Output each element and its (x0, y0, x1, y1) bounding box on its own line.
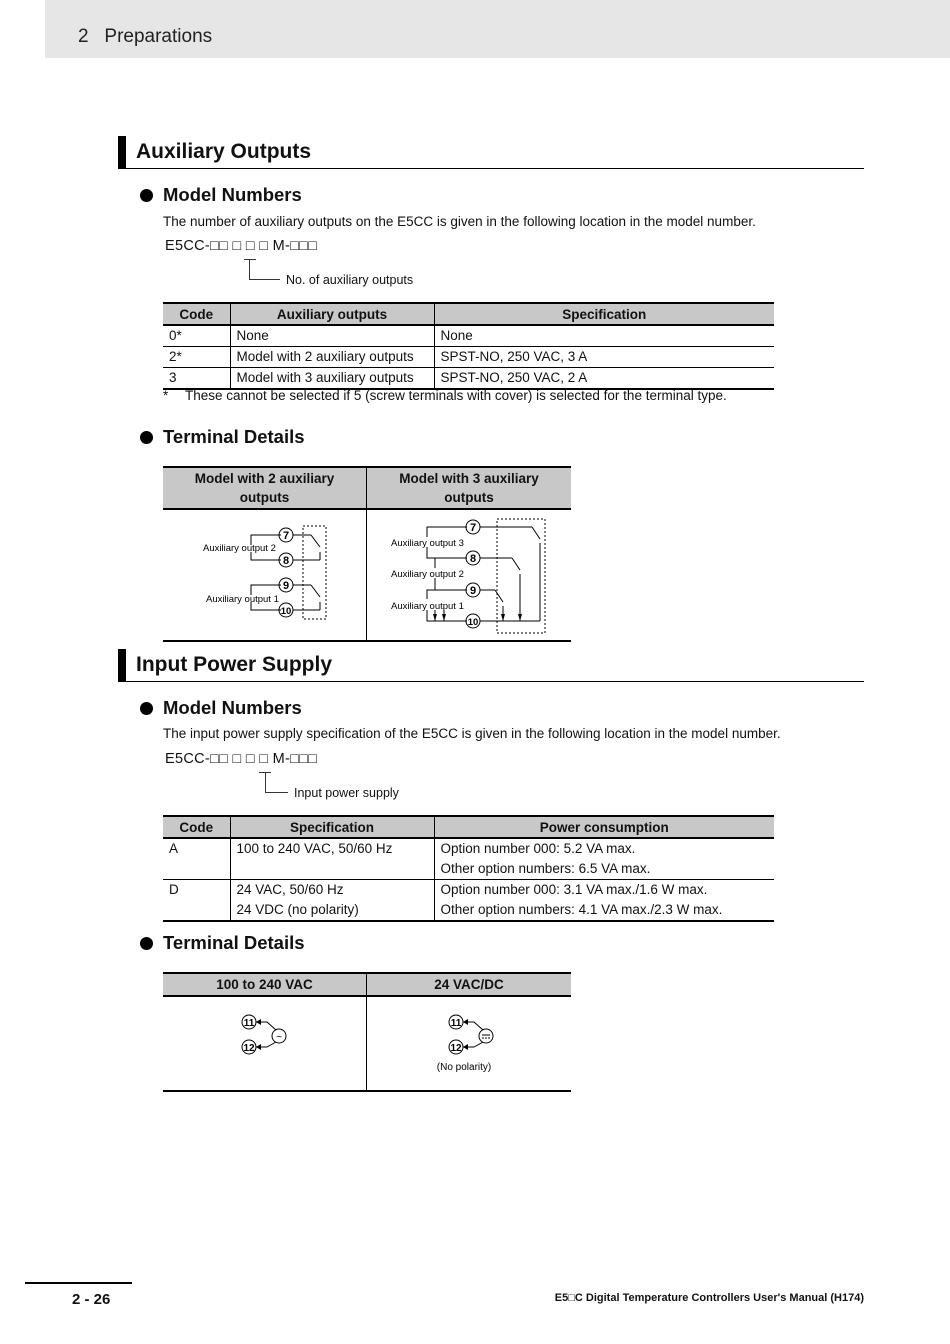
subheading-terminal-details: Terminal Details (163, 426, 305, 447)
bullet-icon (140, 702, 153, 715)
table-cell: 24 VAC, 50/60 Hz (230, 880, 434, 901)
table-cell: 24 VDC (no polarity) (230, 900, 434, 921)
wiring-diagram-2aux (163, 510, 366, 635)
terminal-label: 8 (282, 555, 290, 567)
bullet-icon (140, 431, 153, 444)
header-line: Model with 3 auxiliary (399, 471, 539, 486)
terminal-col-2aux (163, 467, 367, 509)
aux-terminal-table (163, 466, 571, 642)
section-title-auxiliary-outputs: Auxiliary Outputs (136, 140, 312, 163)
section-marker (118, 136, 126, 169)
section-marker (118, 649, 126, 682)
callout-line (265, 772, 288, 793)
terminal-label: 10 (280, 606, 292, 617)
table-row (163, 368, 774, 390)
diagram-cell-acdc (367, 996, 572, 1091)
table-header: Specification (230, 816, 434, 838)
bullet-icon (140, 937, 153, 950)
output-label: Auxiliary output 2 (391, 569, 464, 580)
power-supply-table (163, 815, 774, 922)
power-terminal-table (163, 972, 571, 1092)
output-label: Auxiliary output 3 (391, 538, 464, 549)
section-rule (118, 681, 864, 682)
page-number: 2 - 26 (72, 1291, 111, 1308)
model-numbers-description: The input power supply specification of the E5CC is given in the following location in the model number. (163, 726, 781, 741)
table-cell (163, 859, 230, 880)
power-diagram-acdc (367, 997, 571, 1085)
terminal-label: 10 (467, 617, 479, 628)
terminal-col-ac: 100 to 240 VAC (163, 973, 367, 996)
table-row (163, 325, 774, 347)
table-footnote: These cannot be selected if 5 (screw terminals with cover) is selected for the terminal type. (185, 388, 727, 403)
table-cell: A (169, 841, 179, 856)
terminal-col-acdc: 24 VAC/DC (367, 973, 572, 996)
diagram-cell-2aux (163, 509, 367, 641)
table-cell: None (434, 325, 774, 347)
table-cell: Other option numbers: 6.5 VA max. (434, 859, 774, 880)
diagram-cell-3aux (367, 509, 572, 641)
table-row (163, 347, 774, 368)
model-numbers-description: The number of auxiliary outputs on the E5CC is given in the following location in the model number. (163, 214, 756, 229)
table-header: Code (163, 816, 230, 838)
table-row (163, 838, 774, 859)
table-cell (163, 900, 230, 921)
footnote-mark: * (163, 388, 169, 403)
terminal-label: 9 (469, 585, 477, 597)
diagram-cell-ac (163, 996, 367, 1091)
header-line: outputs (444, 490, 494, 505)
table-cell: 2* (163, 347, 230, 368)
table-row (163, 880, 774, 901)
output-label: Auxiliary output 1 (391, 601, 464, 612)
table-cell: None (230, 325, 434, 347)
terminal-label: 12 (243, 1043, 255, 1054)
terminal-label: 9 (282, 580, 290, 592)
section-rule (118, 168, 864, 169)
power-diagram-ac (163, 997, 366, 1085)
terminal-label: 12 (450, 1043, 462, 1054)
header-line: Model with 2 auxiliary (194, 471, 335, 486)
terminal-col-3aux (367, 467, 572, 509)
aux-outputs-table (163, 302, 774, 390)
table-header: Code (163, 303, 230, 325)
manual-title: E5□C Digital Temperature Controllers User's Manual (H174) (554, 1292, 864, 1304)
chapter-title: 2 Preparations (78, 26, 213, 47)
table-cell: Other option numbers: 4.1 VA max./2.3 W max. (434, 900, 774, 921)
table-cell: Option number 000: 5.2 VA max. (434, 838, 774, 859)
table-cell: Option number 000: 3.1 VA max./1.6 W max. (434, 880, 774, 901)
subheading-model-numbers: Model Numbers (163, 184, 302, 205)
table-cell: SPST-NO, 250 VAC, 3 A (434, 347, 774, 368)
table-cell: D (169, 882, 179, 897)
table-header: Specification (434, 303, 774, 325)
model-number-format: E5CC-□□ □ □ □ M-□□□ (165, 238, 318, 254)
table-row (163, 900, 774, 921)
table-cell (230, 859, 434, 880)
subheading-terminal-details: Terminal Details (163, 932, 305, 953)
wiring-diagram-3aux (367, 510, 571, 635)
table-cell: Model with 2 auxiliary outputs (230, 347, 434, 368)
callout-line (249, 259, 280, 280)
footer-rule (25, 1282, 132, 1284)
terminal-label: 11 (450, 1018, 462, 1029)
ac-source-icon: ~ (276, 1032, 282, 1043)
table-cell: 0* (163, 325, 230, 347)
terminal-label: 7 (282, 530, 290, 542)
table-header: Power consumption (434, 816, 774, 838)
terminal-label: 7 (469, 522, 477, 534)
no-polarity-label: (No polarity) (436, 1062, 492, 1073)
callout-aux-outputs: No. of auxiliary outputs (286, 273, 414, 287)
table-cell: Model with 3 auxiliary outputs (230, 368, 434, 390)
section-title-input-power-supply: Input Power Supply (136, 653, 333, 676)
model-number-format: E5CC-□□ □ □ □ M-□□□ (165, 751, 318, 767)
subheading-model-numbers: Model Numbers (163, 697, 302, 718)
table-cell: 100 to 240 VAC, 50/60 Hz (230, 838, 434, 859)
table-cell: 3 (163, 368, 230, 390)
header-line: outputs (239, 490, 290, 505)
table-cell: SPST-NO, 250 VAC, 2 A (434, 368, 774, 390)
table-header: Auxiliary outputs (230, 303, 434, 325)
callout-input-power: Input power supply (294, 786, 399, 800)
output-label: Auxiliary output 1 (206, 594, 279, 605)
terminal-label: 8 (469, 553, 477, 565)
table-row (163, 859, 774, 880)
output-label: Auxiliary output 2 (203, 543, 276, 554)
terminal-label: 11 (243, 1018, 255, 1029)
bullet-icon (140, 189, 153, 202)
